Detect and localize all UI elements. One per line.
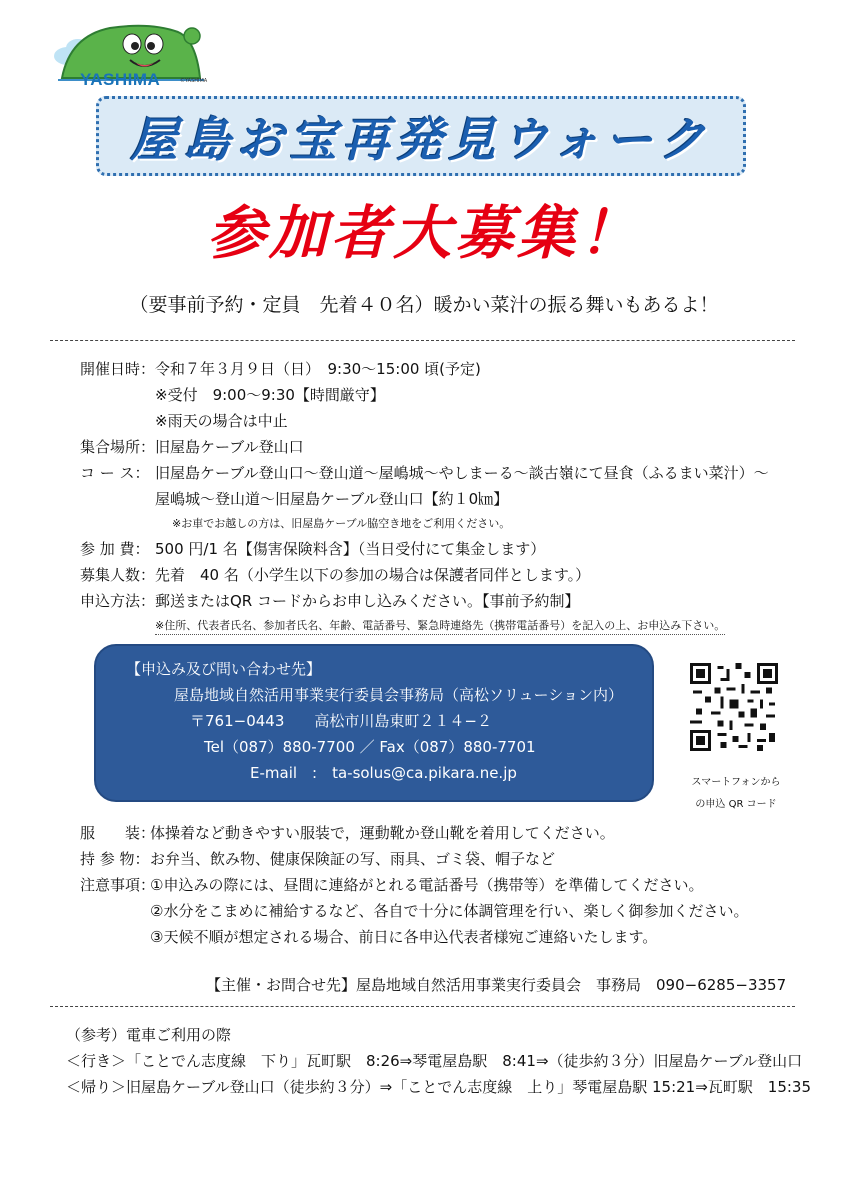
clothes-value: 体操着など動きやすい服装で，運動靴か登山靴を着用してください。 (150, 824, 615, 842)
items-value: お弁当、飲み物、健康保険証の写、雨具、ゴミ袋、帽子など (150, 850, 556, 868)
notes-label: 注意事項： (80, 876, 156, 894)
contact-org: 屋島地域自然活用事業実行委員会事務局（高松ソリューション内） (174, 686, 623, 704)
contact-heading: 【申込み及び問い合わせ先】 (126, 660, 322, 678)
recruitment-headline: 参加者大募集！ (206, 199, 641, 267)
apply-note: ※住所、代表者氏名、参加者氏名、年齢、電話番号、緊急時連絡先（携帯電話番号）を記入の上、お申込み下さい。 (155, 617, 725, 635)
capacity-value: 先着 40 名（小学生以下の参加の場合は保護者同伴とします。） (155, 566, 591, 584)
car-note: ※お車でお越しの方は、旧屋島ケーブル脇空き地をご利用ください。 (172, 517, 511, 530)
rain-note: ※雨天の場合は中止 (155, 412, 288, 430)
contact-box (94, 644, 654, 802)
apply-value: 郵送またはQR コードからお申し込みください。【事前予約制】 (155, 592, 580, 610)
course-line-1: 旧屋島ケーブル登山口〜登山道〜屋嶋城〜やしまーる〜談古嶺にて昼食（ふるまい菜汁）〜 (155, 464, 769, 482)
dashed-divider (50, 340, 795, 341)
reference-heading: （参考）電車ご利用の際 (66, 1026, 232, 1044)
reference-return: ＜帰り＞旧屋島ケーブル登山口（徒歩約３分）⇒「ことでん志度線 上り」琴電屋島駅 15:21⇒瓦町駅 15:35 (66, 1078, 812, 1096)
event-title: 屋島お宝再発見ウォーク (130, 112, 712, 168)
organizer-contact: 【主催・お問合せ先】屋島地域自然活用事業実行委員会 事務局 090−6285−3357 (206, 976, 787, 994)
course-label: コ ー ス： (80, 464, 150, 482)
fee-value: 500 円/1 名【傷害保険料含】（当日受付にて集金します） (155, 540, 546, 558)
title-banner (96, 96, 746, 176)
meeting-label: 集合場所： (80, 438, 156, 456)
contact-address: 〒761−0443 高松市川島東町２１４−２ (190, 712, 492, 730)
qr-caption-line-1: スマートフォンから (691, 777, 781, 788)
reception-note: ※受付 9:00〜9:30【時間厳守】 (155, 386, 385, 404)
fee-label: 参 加 費： (80, 540, 150, 558)
dashed-divider-2 (50, 1006, 795, 1007)
apply-label: 申込方法： (80, 592, 156, 610)
logo-wordmark: YASHIMA (80, 70, 161, 89)
qr-code[interactable] (690, 663, 778, 751)
capacity-label: 募集人数： (80, 566, 156, 584)
date-label: 開催日時： (80, 360, 156, 378)
meeting-value: 旧屋島ケーブル登山口 (155, 438, 304, 456)
note-1: ①申込みの際には、昼間に連絡がとれる電話番号（携帯等）を準備してください。 (150, 876, 704, 894)
reference-outbound: ＜行き＞「ことでん志度線 下り」瓦町駅 8:26⇒琴電屋島駅 8:41⇒（徒歩約３分）旧屋島ケーブル登山口 (66, 1052, 803, 1070)
course-line-2: 屋嶋城〜登山道〜旧屋島ケーブル登山口【約１0㎞】 (155, 490, 509, 508)
note-3: ③天候不順が想定される場合、前日に各申込代表者様宛ご連絡いたします。 (150, 928, 658, 946)
contact-email[interactable]: E-mail : ta-solus@ca.pikara.ne.jp (250, 764, 517, 782)
date-value: 令和７年３月９日（日） 9:30〜15:00 頃(予定) (155, 360, 481, 378)
clothes-label: 服 装： (80, 824, 156, 842)
items-label: 持 参 物： (80, 850, 150, 868)
qr-caption-line-2: の申込 QR コード (695, 799, 777, 810)
reservation-subhead: （要事前予約・定員 先着４０名）暖かい菜汁の振る舞いもあるよ！ (129, 294, 719, 316)
qr-caption (676, 772, 796, 816)
note-2: ②水分をこまめに補給するなど、各自で十分に体調管理を行い、楽しく御参加ください。 (150, 902, 749, 920)
contact-phone: Tel（087）880-7700 ／ Fax（087）880-7701 (204, 738, 536, 756)
logo-copyright: ©YASHIMA (180, 78, 208, 84)
